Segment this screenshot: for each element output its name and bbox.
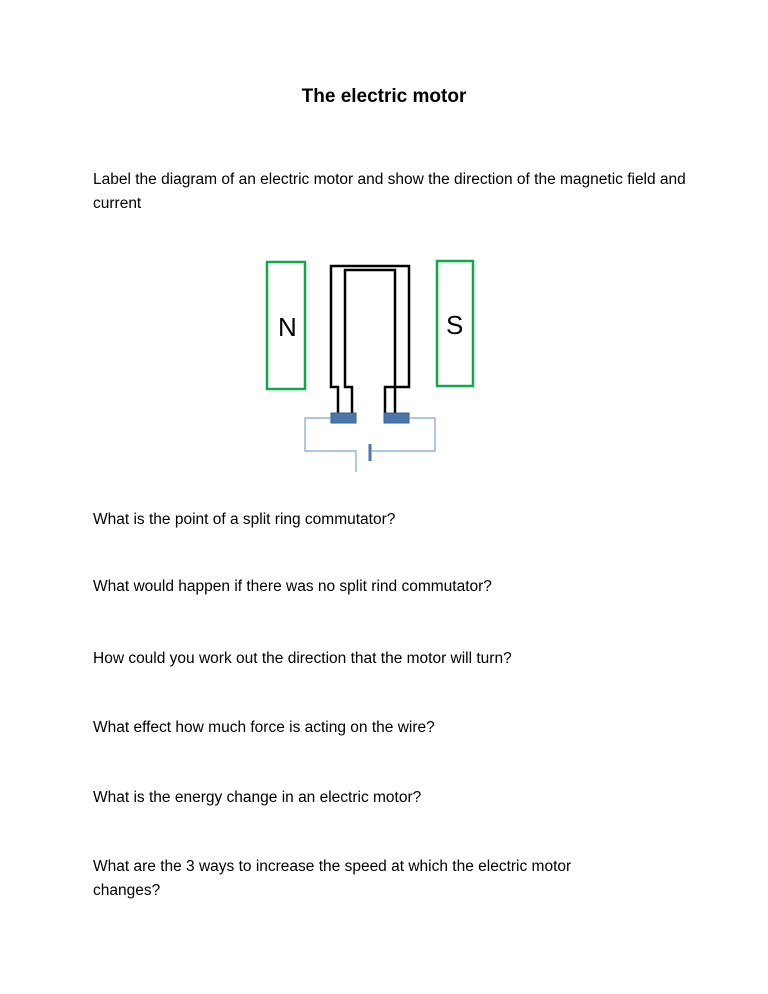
north-magnet [267,262,305,389]
question-3: How could you work out the direction that the motor will turn? [93,650,512,667]
north-magnet-label: N [278,312,297,342]
question-2: What would happen if there was no split rind commutator? [93,578,492,595]
coil-outer [331,266,409,415]
question-5: What is the energy change in an electric motor? [93,789,422,806]
question-4: What effect how much force is acting on the wire? [93,719,435,736]
south-magnet-label: S [446,310,464,340]
question-1: What is the point of a split ring commutator? [93,511,396,528]
question-6: What are the 3 ways to increase the speed at which the electric motor changes? [93,858,572,899]
coil-inner [345,270,395,415]
commutator-left-half [331,413,356,423]
instruction-text: Label the diagram of an electric motor and show the direction of the magnetic field and current [93,171,686,212]
south-magnet [437,261,473,386]
circuit-wire-right [372,418,435,451]
circuit-wire-left [305,418,356,472]
page-title: The electric motor [301,86,467,107]
commutator-right-half [384,413,409,423]
